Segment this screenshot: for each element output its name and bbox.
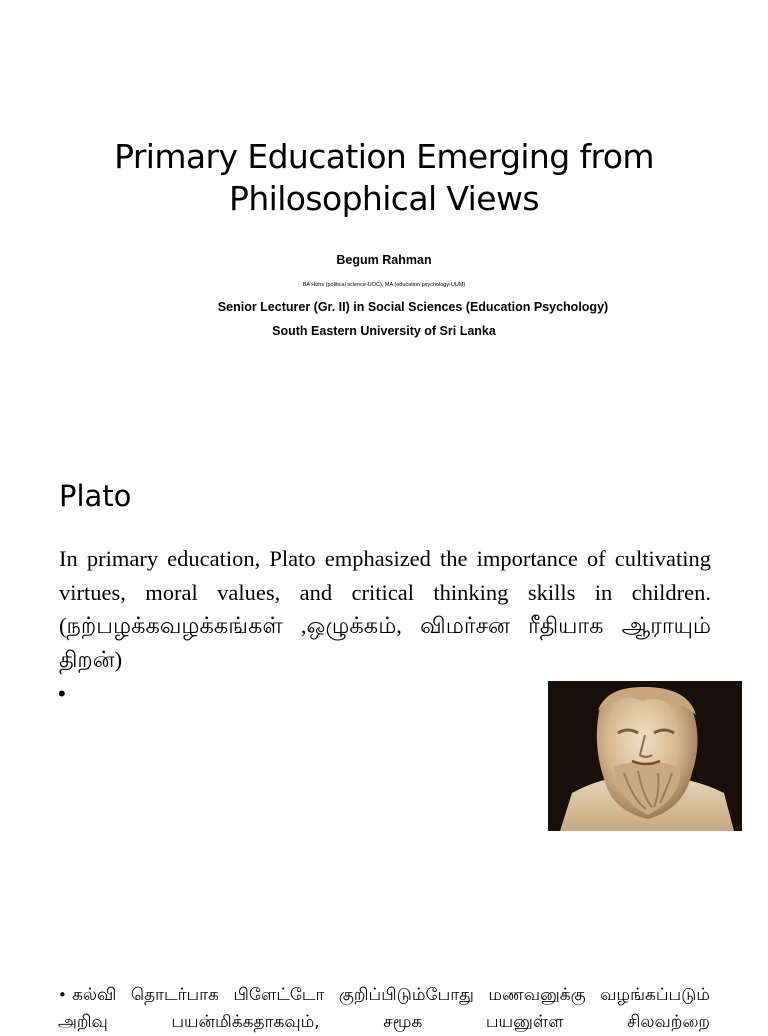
- slide-title: [0, 136, 768, 220]
- bullet-dot: •: [58, 986, 67, 1004]
- tamil-bullet-text: [58, 982, 710, 1036]
- title-line-1: Primary Education Emerging from: [114, 137, 654, 176]
- author-qualifications: BA Hons (political science-UOC), MA (education psychology-UUM): [302, 282, 466, 288]
- body-paragraph: In primary education, Plato emphasized the importance of cultivating virtues, moral values, and critical thinking skills in children. (நற்பழக்கவழக்கங்கள் ,ஒழுக்கம், விமர்சன ரீதியாக ஆராயும் திறன்): [59, 546, 711, 672]
- section-heading: Plato: [59, 479, 132, 513]
- author-name: Begum Rahman: [336, 253, 432, 267]
- tamil-bullet-content: கல்வி தொடர்பாக பிளேட்டோ குறிப்பிடும்போது மணவனுக்கு வழங்கப்படும் அறிவு பயன்மிக்கதாகவும், சமூக பயனுள்ள சிலவற்றை: [58, 985, 710, 1032]
- bullet-point: •: [58, 681, 66, 706]
- title-line-2: Philosophical Views: [229, 179, 539, 218]
- title-slide: [0, 0, 768, 460]
- author-position: Senior Lecturer (Gr. II) in Social Sciences (Education Psychology): [217, 300, 609, 314]
- plato-bust-image: [548, 681, 742, 831]
- author-university: South Eastern University of Sri Lanka: [272, 324, 496, 338]
